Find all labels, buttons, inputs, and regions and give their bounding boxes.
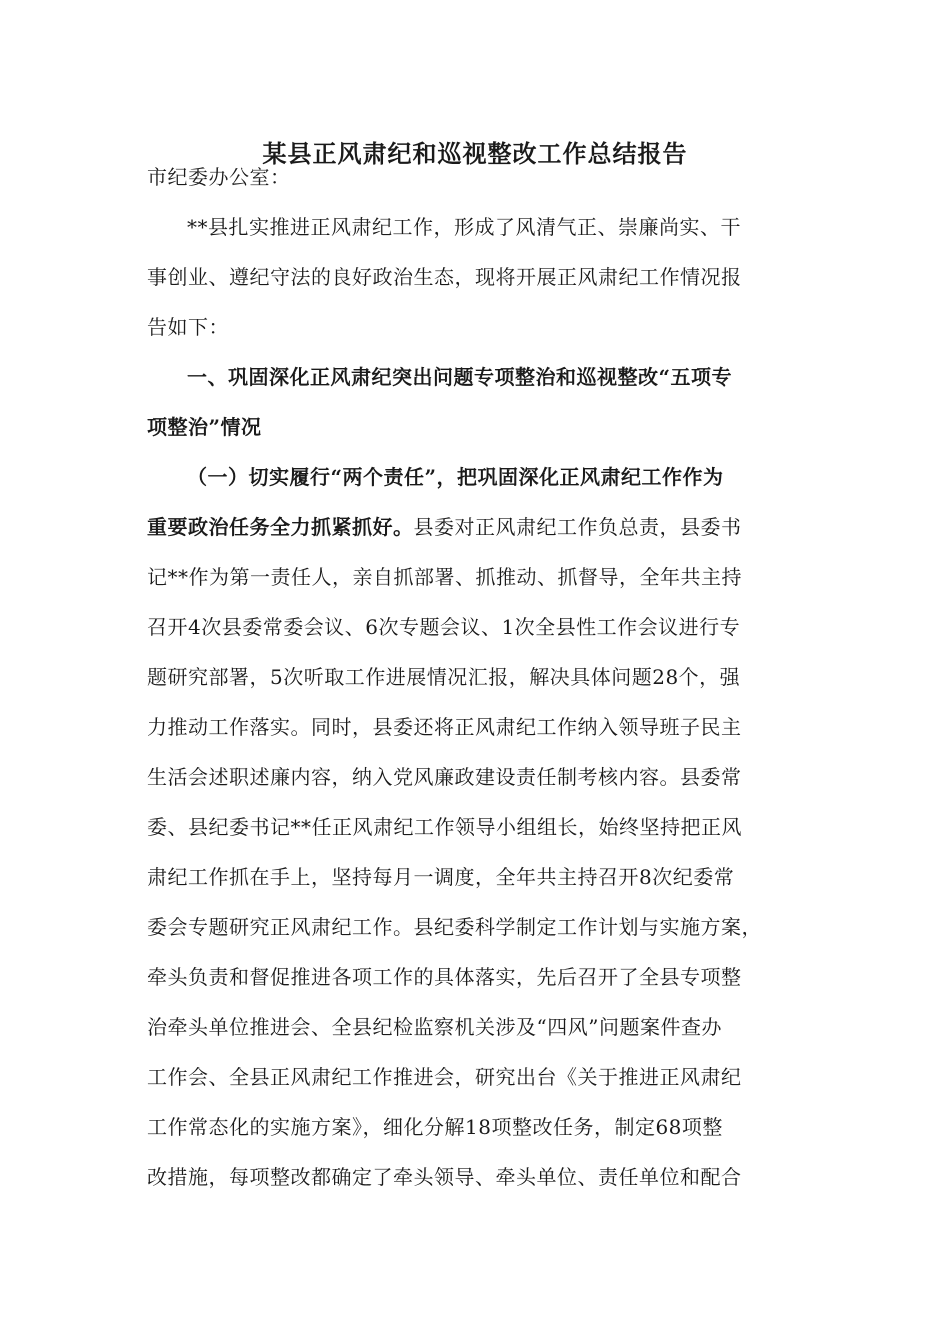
intro-line: **县扎实推进正风肃纪工作，形成了风清气正、崇廉尚实、干 [187, 215, 741, 239]
paragraph-text: 县委对正风肃纪工作负总责，县委书 [413, 515, 742, 539]
paragraph-line: 工作常态化的实施方案》，细化分解18项整改任务，制定68项整 [147, 1115, 723, 1139]
paragraph-line: 委会专题研究正风肃纪工作。县纪委科学制定工作计划与实施方案， [147, 915, 762, 939]
document-title: 某县正风肃纪和巡视整改工作总结报告 [262, 139, 688, 168]
subsection-heading-continued: 重要政治任务全力抓紧抓好。 [147, 515, 414, 539]
paragraph-line: 工作会、全县正风肃纪工作推进会，研究出台《关于推进正风肃纪 [147, 1065, 742, 1089]
subsection-heading: （一）切实履行“两个责任”，把巩固深化正风肃纪工作作为 [187, 465, 724, 489]
paragraph-line: 记**作为第一责任人，亲自抓部署、抓推动、抓督导，全年共主持 [147, 565, 742, 589]
paragraph-line: 治牵头单位推进会、全县纪检监察机关涉及“四风”问题案件查办 [147, 1015, 722, 1039]
document-body [147, 152, 807, 1202]
paragraph-line: 召开4次县委常委会议、6次专题会议、1次全县性工作会议进行专 [147, 615, 741, 639]
intro-line: 事创业、遵纪守法的良好政治生态，现将开展正风肃纪工作情况报 [147, 265, 742, 289]
paragraph-line: 力推动工作落实。同时，县委还将正风肃纪工作纳入领导班子民主 [147, 715, 742, 739]
paragraph-line: 改措施，每项整改都确定了牵头领导、牵头单位、责任单位和配合 [147, 1165, 742, 1189]
paragraph-line: 题研究部署，5次听取工作进展情况汇报，解决具体问题28个，强 [147, 665, 741, 689]
intro-line: 告如下： [147, 315, 229, 339]
paragraph-line [147, 502, 807, 552]
paragraph-line: 生活会述职述廉内容，纳入党风廉政建设责任制考核内容。县委常 [147, 765, 742, 789]
salutation: 市纪委办公室： [147, 165, 291, 189]
paragraph-line: 肃纪工作抓在手上，坚持每月一调度，全年共主持召开8次纪委常 [147, 865, 735, 889]
section-heading: 项整治”情况 [147, 415, 262, 439]
paragraph-line: 委、县纪委书记**任正风肃纪工作领导小组组长，始终坚持把正风 [147, 815, 742, 839]
section-heading: 一、巩固深化正风肃纪突出问题专项整治和巡视整改“五项专 [187, 365, 733, 389]
paragraph-line: 牵头负责和督促推进各项工作的具体落实，先后召开了全县专项整 [147, 965, 742, 989]
